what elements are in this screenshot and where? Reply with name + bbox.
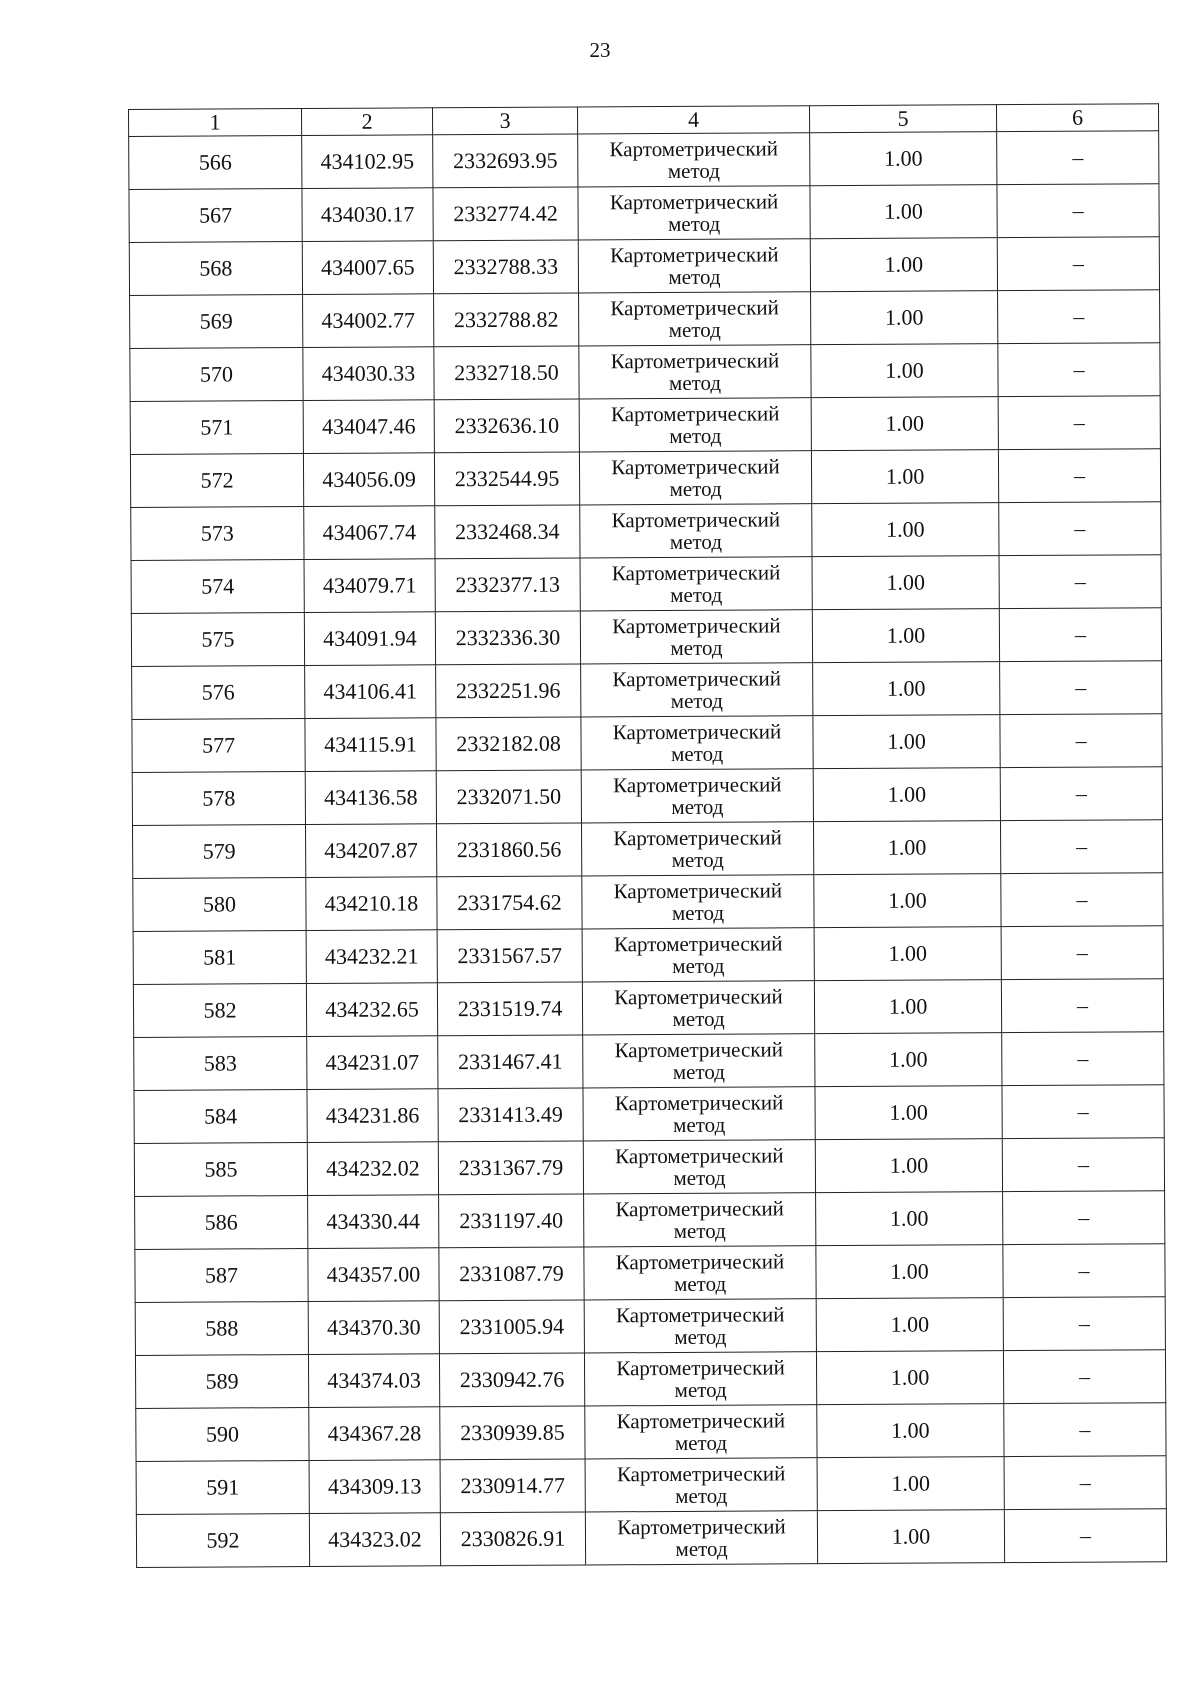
method-cell: [584, 1193, 816, 1247]
method-line-1: Картометрический: [612, 666, 781, 692]
method-line-2: метод: [670, 635, 723, 660]
method-line-1: Картометрический: [612, 719, 782, 745]
method-line-2: метод: [670, 688, 723, 713]
x-coordinate-cell: 434232.65: [306, 983, 437, 1037]
point-number-cell: 570: [130, 348, 303, 402]
method-line-2: метод: [671, 794, 724, 819]
method-line-1: Картометрический: [613, 825, 782, 851]
x-coordinate-cell: 434309.13: [309, 1460, 440, 1514]
method-line-2: метод: [669, 423, 722, 448]
method-line-1: Картометрический: [610, 348, 780, 374]
method-line-1: Картометрический: [610, 401, 780, 427]
method-line-2: метод: [671, 847, 724, 872]
y-coordinate-cell: 2332544.95: [434, 452, 579, 506]
accuracy-cell: 1.00: [811, 344, 998, 398]
method-line-2: метод: [675, 1483, 728, 1508]
y-coordinate-cell: 2331197.40: [439, 1194, 584, 1248]
note-cell: –: [1003, 1244, 1165, 1298]
method-line-2: метод: [674, 1377, 727, 1402]
point-number-cell: 574: [131, 560, 304, 614]
note-cell: –: [1004, 1403, 1166, 1457]
method-line-2: метод: [669, 476, 722, 501]
y-coordinate-cell: 2331367.79: [438, 1141, 583, 1195]
table-row: [136, 1456, 1166, 1515]
x-coordinate-cell: 434030.33: [303, 347, 434, 401]
x-coordinate-cell: 434002.77: [303, 294, 434, 348]
method-line-2: метод: [674, 1324, 727, 1349]
method-cell: [581, 716, 813, 770]
point-number-cell: 590: [136, 1408, 309, 1462]
y-coordinate-cell: 2332071.50: [436, 770, 581, 824]
y-coordinate-cell: 2332377.13: [435, 558, 580, 612]
accuracy-cell: 1.00: [816, 1245, 1003, 1299]
y-coordinate-cell: 2332251.96: [436, 664, 581, 718]
method-line-1: Картометрический: [613, 878, 783, 904]
point-number-cell: 579: [133, 825, 306, 879]
x-coordinate-cell: 434102.95: [302, 135, 433, 189]
table-row: [135, 1244, 1165, 1303]
method-cell: [579, 345, 811, 399]
x-coordinate-cell: 434374.03: [308, 1354, 439, 1408]
x-coordinate-cell: 434091.94: [304, 612, 435, 666]
method-line-2: метод: [672, 953, 725, 978]
x-coordinate-cell: 434067.74: [304, 506, 435, 560]
method-line-2: метод: [667, 158, 720, 183]
accuracy-cell: 1.00: [815, 1139, 1002, 1193]
accuracy-cell: 1.00: [817, 1457, 1004, 1511]
accuracy-cell: 1.00: [814, 980, 1001, 1034]
table-row: [134, 1032, 1164, 1091]
table-row: [129, 184, 1159, 243]
method-cell: [584, 1299, 816, 1353]
accuracy-cell: 1.00: [811, 291, 998, 345]
y-coordinate-cell: 2332774.42: [433, 187, 578, 241]
point-number-cell: 566: [129, 136, 302, 190]
table-row: [133, 820, 1163, 879]
x-coordinate-cell: 434056.09: [303, 453, 434, 507]
note-cell: –: [1003, 1350, 1165, 1404]
method-cell: [583, 1034, 815, 1088]
y-coordinate-cell: 2332636.10: [434, 399, 579, 453]
y-coordinate-cell: 2331005.94: [439, 1300, 584, 1354]
y-coordinate-cell: 2331413.49: [438, 1088, 583, 1142]
y-coordinate-cell: 2330826.91: [440, 1512, 585, 1566]
table-row: [130, 290, 1160, 349]
table-row: [133, 979, 1163, 1038]
point-number-cell: 589: [135, 1355, 308, 1409]
table-row: [130, 449, 1160, 508]
y-coordinate-cell: 2331754.62: [437, 876, 582, 930]
point-number-cell: 583: [134, 1037, 307, 1091]
column-header-6: 6: [996, 104, 1158, 132]
y-coordinate-cell: 2331519.74: [437, 982, 582, 1036]
accuracy-cell: 1.00: [813, 821, 1000, 875]
point-number-cell: 591: [136, 1461, 309, 1515]
point-number-cell: 587: [135, 1249, 308, 1303]
note-cell: –: [999, 555, 1161, 609]
x-coordinate-cell: 434079.71: [304, 559, 435, 613]
point-number-cell: 572: [130, 454, 303, 508]
y-coordinate-cell: 2332693.95: [433, 134, 578, 188]
column-header-3: 3: [432, 107, 577, 135]
method-cell: [584, 1352, 816, 1406]
x-coordinate-cell: 434030.17: [302, 188, 433, 242]
y-coordinate-cell: 2331087.79: [439, 1247, 584, 1301]
accuracy-cell: 1.00: [811, 397, 998, 451]
method-line-2: метод: [670, 741, 724, 766]
y-coordinate-cell: 2330942.76: [439, 1353, 584, 1407]
method-line-1: Картометрический: [614, 984, 783, 1010]
method-cell: [579, 451, 811, 505]
x-coordinate-cell: 434330.44: [308, 1195, 439, 1249]
point-number-cell: 581: [133, 931, 306, 985]
method-cell: [578, 133, 810, 187]
point-number-cell: 577: [132, 719, 305, 773]
coordinates-table: [128, 103, 1167, 1568]
accuracy-cell: 1.00: [815, 1086, 1002, 1140]
method-line-2: метод: [672, 1059, 725, 1084]
accuracy-cell: 1.00: [811, 450, 998, 504]
method-line-1: Картометрический: [612, 772, 782, 798]
note-cell: –: [998, 449, 1160, 503]
table-row: [135, 1297, 1165, 1356]
note-cell: –: [997, 237, 1159, 291]
accuracy-cell: 1.00: [817, 1510, 1004, 1564]
note-cell: –: [999, 502, 1161, 556]
y-coordinate-cell: 2331467.41: [438, 1035, 583, 1089]
table-row: [129, 237, 1159, 296]
method-line-1: Картометрический: [615, 1249, 785, 1275]
accuracy-cell: 1.00: [812, 609, 999, 663]
method-line-2: метод: [675, 1536, 728, 1561]
method-line-1: Картометрический: [616, 1408, 786, 1434]
point-number-cell: 585: [134, 1143, 307, 1197]
point-number-cell: 582: [133, 984, 306, 1038]
table-row: [135, 1191, 1165, 1250]
method-line-2: метод: [671, 900, 725, 925]
accuracy-cell: 1.00: [810, 185, 997, 239]
table-row: [129, 131, 1159, 190]
method-line-1: Картометрический: [610, 295, 779, 321]
method-cell: [579, 398, 811, 452]
x-coordinate-cell: 434232.02: [307, 1142, 438, 1196]
y-coordinate-cell: 2330914.77: [440, 1459, 585, 1513]
method-line-2: метод: [670, 582, 723, 607]
x-coordinate-cell: 434323.02: [309, 1513, 440, 1567]
page-number: 23: [589, 38, 611, 62]
point-number-cell: 575: [131, 613, 304, 667]
method-cell: [582, 928, 814, 982]
x-coordinate-cell: 434007.65: [302, 241, 433, 295]
note-cell: –: [1004, 1456, 1166, 1510]
method-cell: [578, 186, 810, 240]
accuracy-cell: 1.00: [810, 238, 997, 292]
note-cell: –: [999, 608, 1161, 662]
method-line-1: Картометрический: [615, 1196, 784, 1222]
y-coordinate-cell: 2332468.34: [435, 505, 580, 559]
table-row: [133, 873, 1163, 932]
y-coordinate-cell: 2332788.33: [433, 240, 578, 294]
method-line-2: метод: [672, 1006, 725, 1031]
method-line-1: Картометрический: [616, 1355, 785, 1381]
x-coordinate-cell: 434106.41: [305, 665, 436, 719]
table-row: [132, 661, 1162, 720]
method-line-1: Картометрический: [616, 1461, 786, 1487]
point-number-cell: 576: [132, 666, 305, 720]
accuracy-cell: 1.00: [812, 556, 999, 610]
note-cell: –: [1000, 661, 1162, 715]
coordinates-table-container: [128, 103, 1166, 1568]
table-row: [130, 396, 1160, 455]
method-line-1: Картометрический: [613, 931, 783, 957]
y-coordinate-cell: 2332336.30: [435, 611, 580, 665]
table-row: [131, 502, 1161, 561]
column-header-5: 5: [809, 105, 996, 133]
method-line-1: Картометрический: [611, 507, 781, 533]
accuracy-cell: 1.00: [816, 1192, 1003, 1246]
note-cell: –: [1000, 767, 1162, 821]
method-cell: [585, 1458, 817, 1512]
column-header-1: 1: [129, 109, 302, 137]
method-line-1: Картометрический: [609, 136, 779, 162]
accuracy-cell: 1.00: [810, 132, 997, 186]
method-line-2: метод: [673, 1271, 727, 1296]
note-cell: –: [998, 396, 1160, 450]
method-line-1: Картометрический: [617, 1514, 786, 1540]
x-coordinate-cell: 434210.18: [306, 877, 437, 931]
table-row: [131, 555, 1161, 614]
method-line-1: Картометрический: [609, 189, 779, 215]
accuracy-cell: 1.00: [812, 503, 999, 557]
note-cell: –: [997, 184, 1159, 238]
column-header-4: 4: [577, 106, 809, 134]
x-coordinate-cell: 434136.58: [305, 771, 436, 825]
method-line-2: метод: [668, 264, 721, 289]
y-coordinate-cell: 2332182.08: [436, 717, 581, 771]
note-cell: –: [998, 290, 1160, 344]
x-coordinate-cell: 434367.28: [309, 1407, 440, 1461]
table-row: [132, 714, 1162, 773]
method-cell: [582, 875, 814, 929]
accuracy-cell: 1.00: [814, 874, 1001, 928]
note-cell: –: [1002, 1138, 1164, 1192]
method-cell: [583, 1087, 815, 1141]
method-line-2: метод: [668, 370, 722, 395]
table-row: [136, 1403, 1166, 1462]
method-line-2: метод: [673, 1218, 726, 1243]
method-line-2: метод: [673, 1112, 726, 1137]
method-line-1: Картометрический: [610, 242, 779, 268]
x-coordinate-cell: 434231.07: [307, 1036, 438, 1090]
table-row: [136, 1509, 1166, 1568]
point-number-cell: 580: [133, 878, 306, 932]
table-row: [131, 608, 1161, 667]
method-cell: [578, 239, 810, 293]
note-cell: –: [1001, 873, 1163, 927]
method-line-1: Картометрический: [611, 560, 781, 586]
method-cell: [585, 1405, 817, 1459]
method-cell: [581, 769, 813, 823]
method-line-1: Картометрический: [614, 1090, 784, 1116]
method-line-1: Картометрический: [611, 454, 780, 480]
y-coordinate-cell: 2331567.57: [437, 929, 582, 983]
y-coordinate-cell: 2332718.50: [434, 346, 579, 400]
y-coordinate-cell: 2331860.56: [436, 823, 581, 877]
method-line-1: Картометрический: [612, 613, 781, 639]
table-row: [130, 343, 1160, 402]
note-cell: –: [997, 131, 1159, 185]
point-number-cell: 586: [135, 1196, 308, 1250]
point-number-cell: 568: [129, 242, 302, 296]
table-row: [134, 1085, 1164, 1144]
note-cell: –: [1002, 1085, 1164, 1139]
point-number-cell: 588: [135, 1302, 308, 1356]
method-cell: [584, 1246, 816, 1300]
x-coordinate-cell: 434357.00: [308, 1248, 439, 1302]
method-line-1: Картометрический: [614, 1037, 784, 1063]
point-number-cell: 567: [129, 189, 302, 243]
note-cell: –: [1001, 979, 1163, 1033]
accuracy-cell: 1.00: [815, 1033, 1002, 1087]
method-cell: [581, 822, 813, 876]
method-line-2: метод: [669, 529, 723, 554]
accuracy-cell: 1.00: [813, 768, 1000, 822]
x-coordinate-cell: 434231.86: [307, 1089, 438, 1143]
accuracy-cell: 1.00: [813, 715, 1000, 769]
accuracy-cell: 1.00: [813, 662, 1000, 716]
accuracy-cell: 1.00: [814, 927, 1001, 981]
method-cell: [583, 1140, 815, 1194]
note-cell: –: [1001, 926, 1163, 980]
method-line-2: метод: [673, 1165, 726, 1190]
point-number-cell: 573: [131, 507, 304, 561]
x-coordinate-cell: 434370.30: [308, 1301, 439, 1355]
method-cell: [580, 557, 812, 611]
method-line-1: Картометрический: [615, 1143, 784, 1169]
point-number-cell: 584: [134, 1090, 307, 1144]
table-row: [132, 767, 1162, 826]
method-line-2: метод: [668, 317, 721, 342]
table-row: [135, 1350, 1165, 1409]
table-body: [129, 131, 1167, 1568]
x-coordinate-cell: 434115.91: [305, 718, 436, 772]
x-coordinate-cell: 434047.46: [303, 400, 434, 454]
note-cell: –: [1000, 714, 1162, 768]
method-cell: [580, 504, 812, 558]
x-coordinate-cell: 434207.87: [305, 824, 436, 878]
method-cell: [585, 1511, 817, 1565]
point-number-cell: 578: [132, 772, 305, 826]
point-number-cell: 569: [130, 295, 303, 349]
note-cell: –: [1003, 1297, 1165, 1351]
method-cell: [581, 663, 813, 717]
point-number-cell: 571: [130, 401, 303, 455]
note-cell: –: [1004, 1509, 1166, 1563]
accuracy-cell: 1.00: [817, 1404, 1004, 1458]
note-cell: –: [1003, 1191, 1165, 1245]
method-line-2: метод: [674, 1430, 728, 1455]
method-cell: [582, 981, 814, 1035]
x-coordinate-cell: 434232.21: [306, 930, 437, 984]
y-coordinate-cell: 2330939.85: [440, 1406, 585, 1460]
column-header-2: 2: [302, 108, 433, 136]
point-number-cell: 592: [136, 1514, 309, 1568]
note-cell: –: [998, 343, 1160, 397]
accuracy-cell: 1.00: [816, 1351, 1003, 1405]
table-row: [133, 926, 1163, 985]
note-cell: –: [1000, 820, 1162, 874]
method-cell: [579, 292, 811, 346]
table-row: [134, 1138, 1164, 1197]
method-line-2: метод: [668, 211, 721, 236]
y-coordinate-cell: 2332788.82: [434, 293, 579, 347]
method-cell: [580, 610, 812, 664]
note-cell: –: [1002, 1032, 1164, 1086]
accuracy-cell: 1.00: [816, 1298, 1003, 1352]
method-line-1: Картометрический: [615, 1302, 785, 1328]
